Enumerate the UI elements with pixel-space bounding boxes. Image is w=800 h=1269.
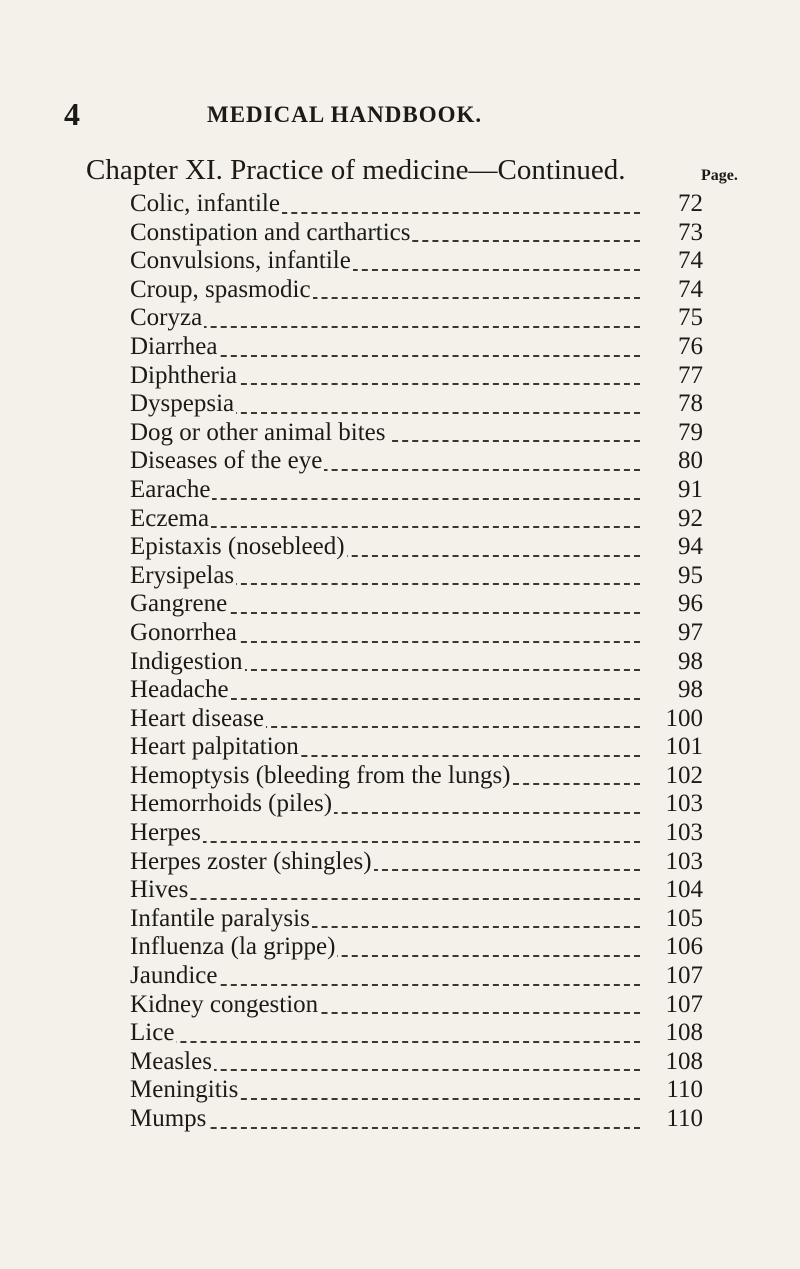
contents-entry	[130, 991, 730, 1020]
entry-page-number: 100	[665, 704, 703, 732]
contents-entry	[130, 619, 730, 648]
entry-page-number: 92	[678, 504, 703, 532]
entry-title: Headache	[130, 676, 229, 704]
entry-page-number: 74	[678, 247, 703, 275]
book-title: MEDICAL HANDBOOK.	[207, 102, 483, 127]
entry-page-number: 72	[678, 190, 703, 217]
entry-title: Hemorrhoids (piles)	[130, 790, 333, 818]
contents-entry	[130, 1019, 730, 1048]
contents-entry	[130, 733, 730, 762]
contents-entry	[130, 219, 730, 248]
entry-title: Epistaxis (nosebleed)	[130, 533, 345, 561]
entry-title: Erysipelas	[130, 561, 235, 589]
contents-entry	[130, 190, 730, 219]
entry-title: Diarrhea	[130, 332, 218, 360]
entry-title: Herpes	[130, 819, 201, 847]
contents-entry	[130, 476, 730, 505]
entry-title: Influenza (la grippe)	[130, 933, 336, 961]
entry-page-number: 107	[665, 962, 703, 990]
contents-entry	[130, 819, 730, 848]
entry-page-number: 74	[678, 275, 703, 303]
entry-page-number: 108	[665, 1047, 703, 1075]
page-number: 4	[64, 96, 80, 132]
contents-entry	[130, 962, 730, 991]
dot-leader	[130, 1041, 640, 1043]
entry-page-number: 91	[678, 475, 703, 503]
entry-title: Earache	[130, 475, 211, 503]
entry-title: Jaundice	[130, 962, 218, 990]
contents-entry	[130, 590, 730, 619]
contents-entry	[130, 648, 730, 677]
entry-page-number: 75	[678, 304, 703, 332]
page-column-label: Page.	[701, 167, 738, 184]
entry-page-number: 77	[678, 361, 703, 389]
entry-title: Heart disease	[130, 704, 264, 732]
contents-entry	[130, 1048, 730, 1077]
entry-title: Lice	[130, 1019, 175, 1047]
entry-page-number: 73	[678, 218, 703, 246]
entry-page-number: 79	[678, 418, 703, 446]
entry-page-number: 103	[665, 819, 703, 847]
entry-page-number: 95	[678, 561, 703, 589]
entry-page-number: 101	[665, 733, 703, 761]
entry-page-number: 110	[666, 1105, 703, 1132]
contents-entry	[130, 447, 730, 476]
entry-title: Measles	[130, 1047, 212, 1075]
contents-entry	[130, 933, 730, 962]
contents-entry	[130, 505, 730, 534]
entry-page-number: 105	[665, 904, 703, 932]
entry-page-number: 103	[665, 790, 703, 818]
entry-title: Dog or other animal bites	[130, 418, 386, 446]
entry-title: Coryza	[130, 304, 203, 332]
entry-title: Diseases of the eye	[130, 447, 323, 475]
entry-title: Eczema	[130, 504, 210, 532]
contents-entry	[130, 247, 730, 276]
dot-leader	[130, 898, 640, 900]
contents-entry	[130, 333, 730, 362]
contents-entry	[130, 1105, 730, 1134]
entry-title: Meningitis	[130, 1076, 239, 1104]
entry-page-number: 110	[666, 1076, 703, 1104]
contents-entry	[130, 790, 730, 819]
entry-title: Herpes zoster (shingles)	[130, 847, 372, 875]
entry-page-number: 96	[678, 590, 703, 618]
entry-page-number: 107	[665, 990, 703, 1018]
contents-entry	[130, 362, 730, 391]
entry-page-number: 102	[665, 761, 703, 789]
contents-entry	[130, 848, 730, 877]
entry-title: Convulsions, infantile	[130, 247, 351, 275]
chapter-title: Chapter XI. Practice of medicine—Continued.	[86, 154, 626, 186]
entry-title: Croup, spasmodic	[130, 275, 311, 303]
entry-title: Gonorrhea	[130, 618, 237, 646]
contents-entry	[130, 419, 730, 448]
entry-title: Heart palpitation	[130, 733, 299, 761]
entry-page-number: 78	[678, 390, 703, 418]
contents-list	[130, 190, 730, 1134]
entry-page-number: 98	[678, 676, 703, 704]
entry-page-number: 76	[678, 332, 703, 360]
entry-title: Infantile paralysis	[130, 904, 310, 932]
chapter-heading	[86, 153, 776, 187]
entry-title: Constipation and carthartics	[130, 218, 411, 246]
contents-entry	[130, 762, 730, 791]
entry-page-number: 98	[678, 647, 703, 675]
dot-leader	[130, 841, 640, 843]
contents-entry	[130, 705, 730, 734]
entry-title: Kidney congestion	[130, 990, 319, 1018]
contents-entry	[130, 876, 730, 905]
entry-title: Colic, infantile	[130, 190, 280, 217]
running-head	[64, 96, 664, 132]
contents-entry	[130, 390, 730, 419]
entry-page-number: 103	[665, 847, 703, 875]
entry-title: Dyspepsia	[130, 390, 235, 418]
entry-title: Hemoptysis (bleeding from the lungs)	[130, 761, 511, 789]
contents-entry	[130, 304, 730, 333]
contents-entry	[130, 276, 730, 305]
dot-leader	[130, 326, 640, 328]
entry-title: Gangrene	[130, 590, 228, 618]
entry-title: Diphtheria	[130, 361, 237, 389]
entry-page-number: 97	[678, 618, 703, 646]
contents-entry	[130, 562, 730, 591]
contents-entry	[130, 1076, 730, 1105]
entry-title: Hives	[130, 876, 189, 904]
entry-page-number: 108	[665, 1019, 703, 1047]
entry-page-number: 106	[665, 933, 703, 961]
entry-title: Mumps	[130, 1105, 207, 1132]
contents-entry	[130, 676, 730, 705]
entry-page-number: 94	[678, 533, 703, 561]
contents-entry	[130, 533, 730, 562]
entry-page-number: 104	[665, 876, 703, 904]
contents-entry	[130, 905, 730, 934]
entry-title: Indigestion	[130, 647, 243, 675]
entry-page-number: 80	[678, 447, 703, 475]
